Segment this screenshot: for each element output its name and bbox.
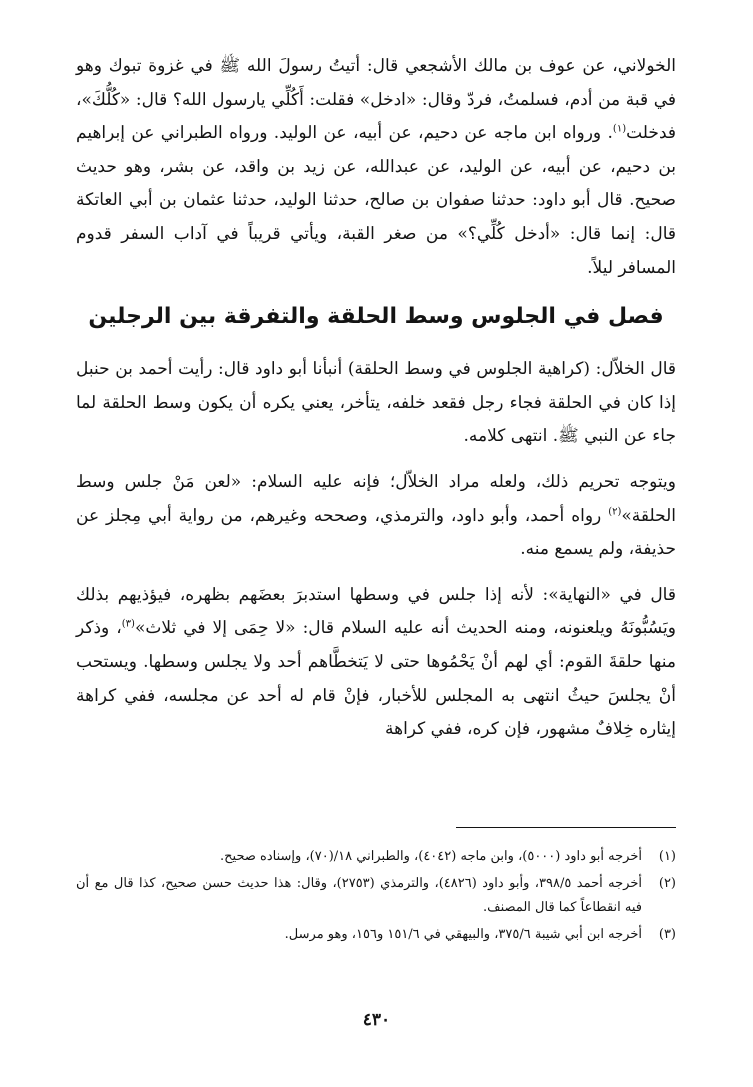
footnote-text: أخرجه أبو داود (٥٠٠٠)، وابن ماجه (٤٠٤٢)، والطبراني ١٨/(٧٠)، وإسناده صحيح. xyxy=(220,849,642,864)
paragraph-3-tail: رواه أحمد، وأبو داود، والترمذي، وصححه وغيرهم، من رواية أبي مِجلز عن حذيفة، ولم يسمع منه. xyxy=(76,505,676,560)
paragraph-3-text: ويتوجه تحريم ذلك، ولعله مراد الخلاّل؛ فإنه عليه السلام: «لعن مَنْ جلس وسط الحلقة» xyxy=(76,471,676,526)
footnote-number: (١) xyxy=(658,849,676,864)
footnote-3 xyxy=(76,923,676,947)
footnote-ref-1: (١) xyxy=(612,123,627,135)
paragraph-1 xyxy=(76,50,676,285)
paragraph-1-text: الخولاني، عن عوف بن مالك الأشجعي قال: أتيتُ رسولَ الله ﷺ في غزوة تبوك وهو في قبة من أدم، فسلمتُ، فردّ وقال: «ادخل» فقلت: أَكُلِّي يارسول الله؟ قال: «كُلُّكَ»، فدخلت xyxy=(76,56,676,144)
page-number: ٤٣٠ xyxy=(362,1010,391,1030)
paragraph-1-tail: . ورواه ابن ماجه عن دحيم، عن أبيه، عن الوليد. ورواه الطبراني عن إبراهيم بن دحيم، عن أبيه، عن الوليد، عن عبدالله، عن زيد بن واقد، عن بشر، وهو حديث صحيح. قال أبو داود: حدثنا صفوان بن صالح، حدثنا الوليد، حدثنا عثمان بن أبي العاتكة قال: إنما قال: «أدخل كُلِّي؟» من صغر القبة، ويأتي قريباً في آداب السفر قدوم المسافر ليلاً. xyxy=(76,123,676,278)
paragraph-4-text: قال في «النهاية»: لأنه إذا جلس في وسطها استدبرَ بعضَهم بظهره، فيؤذيهم بذلك ويَسُبُّونَهُ ويلعنونه، ومنه الحديث أنه عليه السلام قال: «لا حِمَى إلا في ثلاث» xyxy=(76,584,676,639)
footnote-2 xyxy=(76,872,676,920)
footnote-number: (٢) xyxy=(658,876,676,891)
footnote-separator xyxy=(456,827,676,828)
footnotes xyxy=(76,845,676,950)
footnote-text: أخرجه ابن أبي شيبة ٣٧٥/٦، والبيهقي في ١٥١/٦ و١٥٦، وهو مرسل. xyxy=(284,927,642,942)
section-heading: فصل في الجلوس وسط الحلقة والتفرقة بين الرجلين xyxy=(88,304,664,330)
paragraph-3 xyxy=(76,466,676,567)
footnote-number: (٣) xyxy=(658,927,676,942)
footnote-ref-3: (٣) xyxy=(121,618,135,630)
footnote-ref-2: (٢) xyxy=(608,505,622,517)
footnote-text: أخرجه أحمد ٣٩٨/٥، وأبو داود (٤٨٢٦)، والترمذي (٢٧٥٣)، وقال: هذا حديث حسن صحيح، كذا قال مع أن فيه انقطاعاً كما قال المصنف. xyxy=(76,876,642,915)
paragraph-2: قال الخلاّل: (كراهية الجلوس في وسط الحلقة) أنبأنا أبو داود قال: رأيت أحمد بن حنبل إذا كان في الحلقة فجاء رجل فقعد خلفه، يتأخر، يعني يكره أن يكون وسط الحلقة لما جاء عن النبي ﷺ. انتهى كلامه. xyxy=(76,359,676,447)
main-text xyxy=(76,50,676,747)
footnote-1 xyxy=(76,845,676,869)
paragraph-4-tail: ، وذكر منها حلقةَ القوم: أي لهم أنْ يَحْمُوها حتى لا يَتخطَّاهم أحد ولا يجلس وسطها. ويستحب أنْ يجلسَ حيثُ انتهى به المجلس للأخبار، فإنْ قام له أحد عن مجلسه، ففي كراهة إيثاره خِلافٌ مشهور، فإن كره، ففي كراهة xyxy=(76,618,676,740)
paragraph-4 xyxy=(76,579,676,747)
